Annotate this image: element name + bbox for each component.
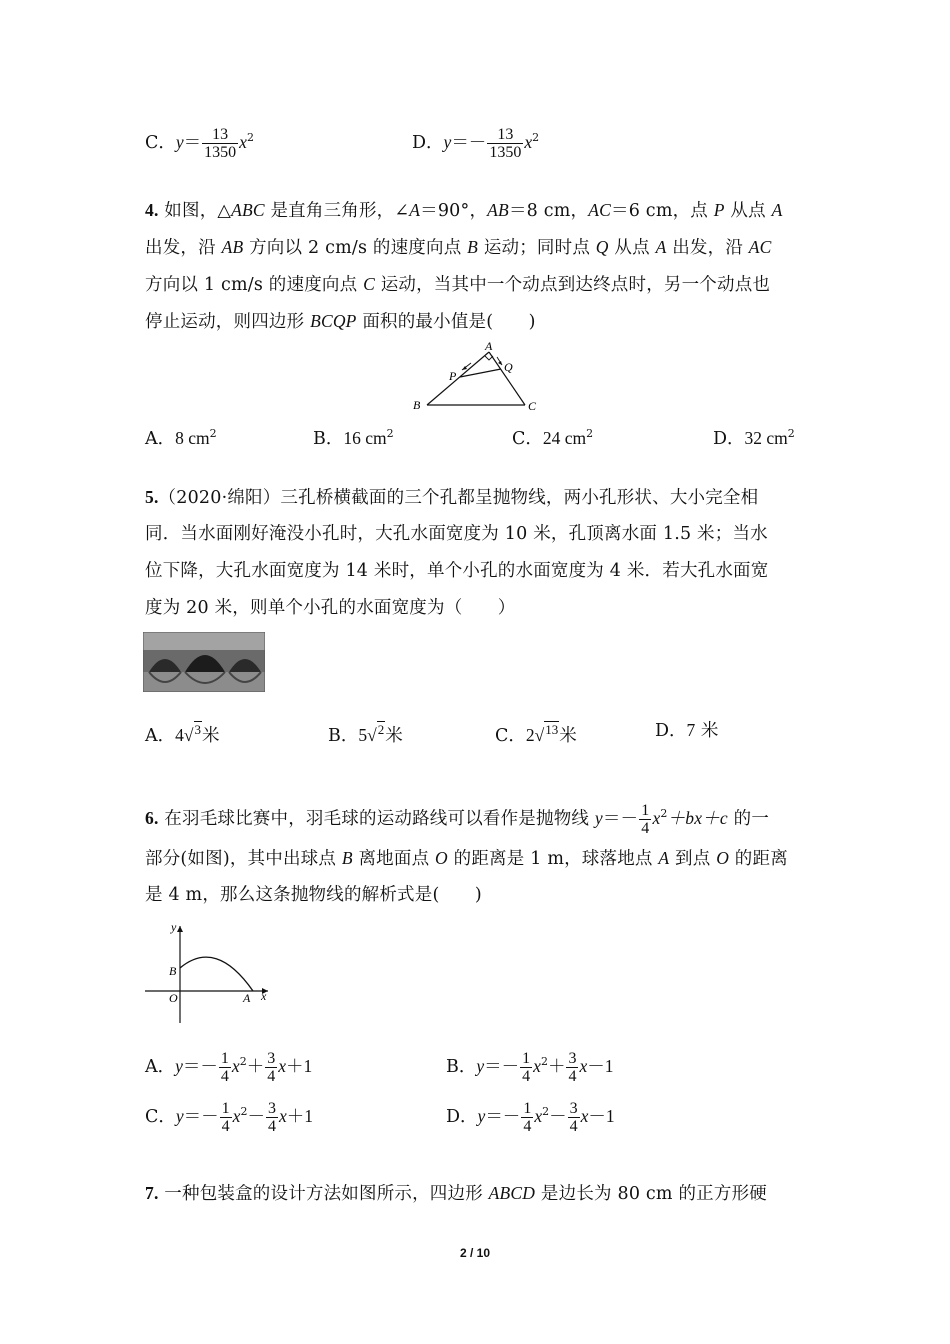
bridge-photo [143, 632, 265, 692]
q5-option-b: B．5√$^2$米 [328, 722, 403, 746]
q6-parabola-figure [140, 918, 280, 1028]
fraction: $\frac{13}{1350}$ [204, 126, 237, 161]
q4-line-4: 停止运动，则四边形 BCQP 面积的最小值是( ) [145, 311, 536, 332]
page-number: 2 / 10 [459, 1246, 491, 1260]
q4-line-2: 出发，沿 AB 方向以 2 cm/s 的速度向点 B 运动；同时点 Q 从点 A 出发，沿 AC [145, 237, 772, 258]
label-o: O [169, 991, 178, 1005]
label-b: B [169, 964, 177, 978]
q5-option-d: D．7 米 [655, 720, 719, 741]
q3-option-c: C．y＝ $\frac{13}{1350}$ $x^2$ [145, 126, 254, 161]
fraction: $\frac{13}{1350}$ [489, 126, 522, 161]
q6-line-2: 部分(如图)，其中出球点 B 离地面点 O 的距离是 1 m，球落地点 A 到点 O 的距离 [145, 848, 788, 869]
q4-option-a: A．8 $cm^2$ [145, 427, 217, 449]
q4-option-d: D．32 $cm^2$ [713, 427, 795, 449]
q6-option-c: C．y＝－ $\frac{1}{4}$ $x^2-$ $\frac{3}{4}$ x＋1 [145, 1100, 313, 1135]
q6-option-d: D．y＝－ $\frac{1}{4}$ $x^2-$ $\frac{3}{4}$ x－1 [446, 1100, 615, 1135]
q5-line-2: 同．当水面刚好淹没小孔时，大孔水面宽度为 10 米，孔顶离水面 1.5 米；当水 [145, 524, 768, 544]
q4-line-1: 4. 如图，△ABC 是直角三角形，∠A＝90°，AB＝8 cm，AC＝6 cm，点 P 从点 A [145, 200, 783, 221]
q5-line-1: 5.（2020·绵阳）三孔桥横截面的三个孔都呈抛物线，两小孔形状、大小完全相 [145, 487, 759, 508]
q4-option-c: C．24 $cm^2$ [512, 427, 594, 449]
q6-option-b: B．y＝－ $\frac{1}{4}$ $x^2+$ $\frac{3}{4}$ x－1 [446, 1050, 614, 1085]
q3-option-d: D．y＝－ $\frac{13}{1350}$ $x^2$ [412, 126, 540, 161]
q5-option-a: A．4√$^3$米 [145, 722, 220, 746]
q5-option-c: C．2√$^{13}$米 [495, 722, 577, 746]
q5-line-3: 位下降，大孔水面宽度为 14 米时，单个小孔的水面宽度为 4 米．若大孔水面宽 [145, 561, 769, 581]
axis-y-label: y [171, 920, 177, 934]
q4-triangle-figure [405, 340, 550, 415]
q6-line-1: 6. 在羽毛球比赛中，羽毛球的运动路线可以看作是抛物线 y＝－ $\frac{1}{4}$ $x^2+bx+c$ 的一 [145, 802, 770, 837]
q4-line-3: 方向以 1 cm/s 的速度向点 C 运动，当其中一个动点到达终点时，另一个动点也 [145, 274, 771, 295]
label-b: B [413, 398, 421, 412]
q7-line-1: 7. 一种包装盒的设计方法如图所示，四边形 ABCD 是边长为 80 cm 的正方形硬 [145, 1183, 767, 1204]
label-q: Q [504, 360, 513, 374]
fraction: $\frac{1}{4}$ [641, 802, 650, 837]
q6-option-a: A．y＝－ $\frac{1}{4}$ $x^2+$ $\frac{3}{4}$ x＋1 [145, 1050, 313, 1085]
q4-option-b: B．16 $cm^2$ [313, 427, 394, 449]
q6-line-3: 是 4 m，那么这条抛物线的解析式是( ) [145, 885, 482, 905]
q5-line-4: 度为 20 米，则单个小孔的水面宽度为（ ） [145, 598, 516, 618]
label-a: A [485, 340, 493, 353]
axis-x-label: x [261, 989, 267, 1003]
label-p: P [449, 369, 457, 383]
label-a: A [243, 991, 251, 1005]
label-c: C [528, 399, 537, 413]
